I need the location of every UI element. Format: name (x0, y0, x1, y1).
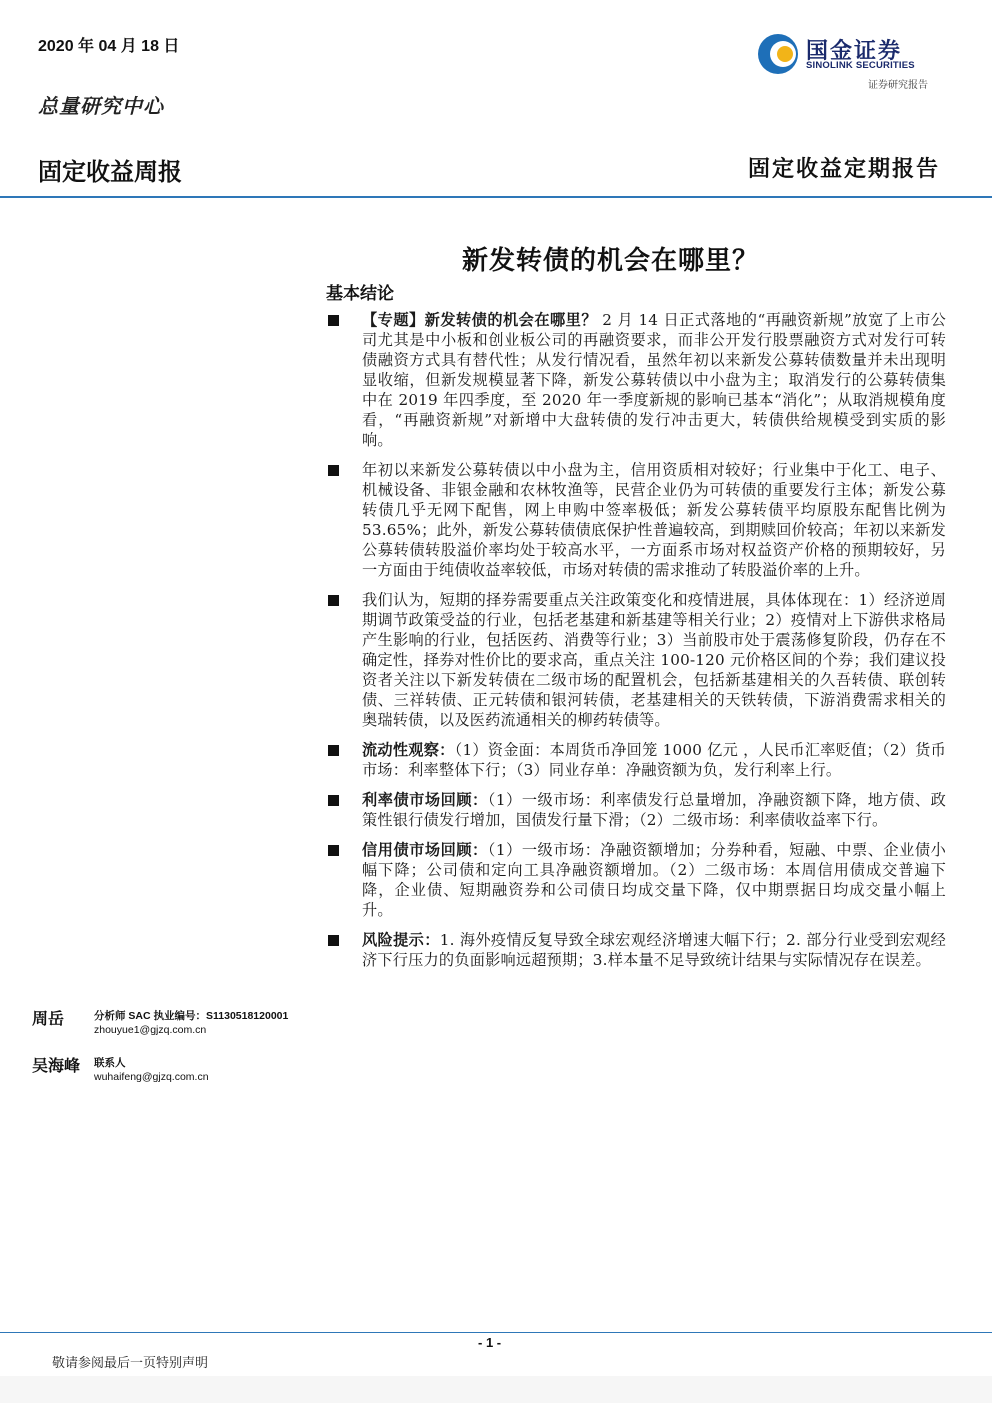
conclusion-text: （1）一级市场：利率债发行总量增加，净融资额下降，地方债、政策性银行债发行增加，国债发行量下滑；（2）二级市场：利率债收益率下行。 (362, 791, 946, 829)
footer-band (0, 1376, 992, 1403)
page-number: - 1 - (478, 1335, 502, 1350)
bullet-square-icon (328, 465, 339, 476)
report-category: 固定收益定期报告 (747, 156, 940, 182)
conclusion-lead: 信用债市场回顾： (362, 841, 488, 859)
conclusion-lead: 流动性观察： (362, 741, 455, 759)
report-type: 固定收益周报 (38, 159, 182, 186)
sinolink-logo-icon (756, 32, 800, 76)
key-conclusions-list (326, 310, 946, 980)
conclusion-lead: 风险提示： (362, 931, 440, 949)
author-name: 吴海峰 (32, 1056, 81, 1075)
author-role: 联系人 (94, 1057, 126, 1069)
logo-name-en: SINOLINK SECURITIES (806, 60, 915, 71)
conclusion-text: 年初以来新发公募转债以中小盘为主，信用资质相对较好；行业集中于化工、电子、机械设备、非银金融和农林牧渔等，民营企业仍为可转债的重要发行主体；新发公募转债几乎无网下配售，网上申购中签率极低；新发公募转债平均原股东配售比例为 53.65%；此外，新发公募转债债底保护性普遍较高，到期赎回价较高；年初以来新发公募转债转股溢价率均处于较高水平，一方面系市场对权益资产价格的预期较好，另一方面由于纯债收益率较低，市场对转债的需求推动了转股溢价率的上升。 (362, 461, 946, 579)
bullet-square-icon (328, 595, 339, 606)
author-block (32, 1006, 292, 1046)
conclusion-text: 1. 海外疫情反复导致全球宏观经济增速大幅下行；2. 部分行业受到宏观经济下行压力的负面影响远超预期；3.样本量不足导致统计结果与实际情况存在误差。 (362, 931, 947, 969)
conclusion-lead: 【专题】新发转债的机会在哪里？ (362, 311, 597, 329)
section-heading: 基本结论 (326, 284, 394, 304)
author-email[interactable]: wuhaifeng@gjzq.com.cn (94, 1071, 209, 1083)
footer-divider (0, 1332, 992, 1333)
department-name: 总量研究中心 (38, 94, 164, 118)
conclusion-item (326, 740, 946, 780)
conclusion-text: （1）一级市场：净融资额增加；分券种看，短融、中票、企业债小幅下降；公司债和定向工具净融资额增加。（2）二级市场：本周信用债成交普遍下降，企业债、短期融资券和公司债日均成交量下降，仅中期票据日均成交量小幅上升。 (362, 841, 946, 919)
bullet-square-icon (328, 935, 339, 946)
conclusion-text: 我们认为，短期的择券需要重点关注政策变化和疫情进展，具体体现在：1）经济逆周期调节政策受益的行业，包括老基建和新基建等相关行业；2）疫情对上下游供求格局产生影响的行业，包括医药、消费等行业；3）当前股市处于震荡修复阶段，仍存在不确定性，择券对性价比的要求高，重点关注 100-120 元价格区间的个券；我们建议投资者关注以下新发转债在二级市场的配置机会，包括新基建相关的久吾转债、联创转债、三祥转债、正元转债和银河转债，老基建相关的天铁转债，下游消费需求相关的奥瑞转债，以及医药流通相关的柳药转债等。 (362, 591, 946, 729)
conclusion-item (326, 590, 946, 730)
conclusion-text: （1）资金面：本周货币净回笼 1000 亿元 ，人民币汇率贬值；（2）货币市场：利率整体下行；（3）同业存单：净融资额为负，发行利率上行。 (362, 741, 946, 779)
bullet-square-icon (328, 315, 339, 326)
conclusion-text: 2 月 14 日正式落地的“再融资新规”放宽了上市公司尤其是中小板和创业板公司的再融资要求，而非公开发行股票融资方式对发行可转债融资方式具有替代性；从发行情况看，虽然年初以来新发公募转债数量并未出现明显收缩，但新发规模显著下降，新发公募转债以中小盘为主；取消发行的公募转债集中在 2019 年四季度，至 2020 年一季度新规的影响已基本“消化”；从取消规模角度看，“再融资新规”对新增中大盘转债的发行冲击更大，转债供给规模受到实质的影响。 (362, 311, 947, 449)
disclaimer-note: 敬请参阅最后一页特别声明 (52, 1356, 209, 1371)
conclusion-item (326, 460, 946, 580)
author-role: 分析师 SAC 执业编号：S1130518120001 (94, 1010, 289, 1022)
logo-subtitle: 证券研究报告 (868, 80, 928, 91)
conclusion-item (326, 310, 946, 450)
conclusion-lead: 利率债市场回顾： (362, 791, 488, 809)
conclusion-item (326, 840, 946, 920)
author-name: 周岳 (32, 1009, 65, 1028)
report-date: 2020 年 04 月 18 日 (38, 38, 180, 55)
conclusion-item (326, 790, 946, 830)
conclusion-item (326, 930, 946, 970)
bullet-square-icon (328, 845, 339, 856)
report-title: 新发转债的机会在哪里？ (462, 246, 760, 276)
author-block (32, 1053, 292, 1093)
header-divider (0, 196, 992, 198)
author-email[interactable]: zhouyue1@gjzq.com.cn (94, 1024, 207, 1036)
company-logo (756, 30, 946, 92)
logo-name-cn: 国金证券 (806, 38, 903, 63)
bullet-square-icon (328, 745, 339, 756)
bullet-square-icon (328, 795, 339, 806)
